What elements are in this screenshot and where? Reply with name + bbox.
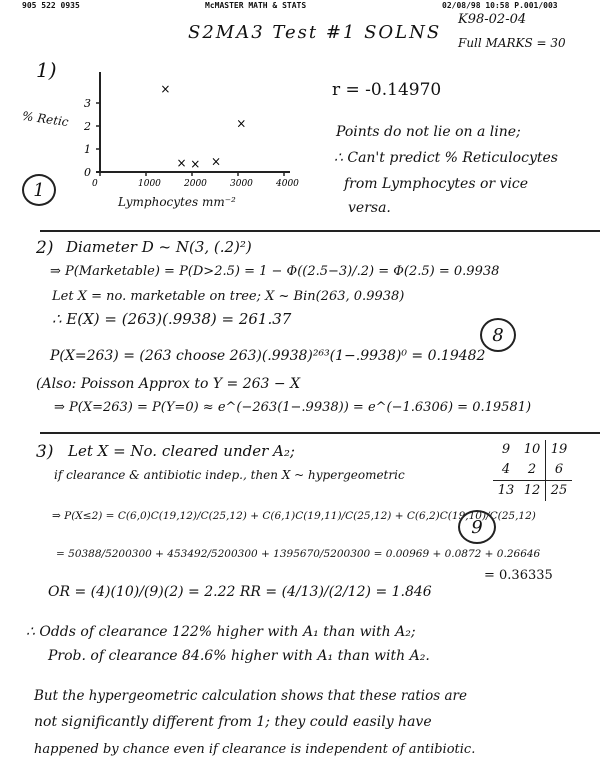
table-cell: 12	[519, 480, 545, 501]
q1-x-axis-label: Lymphocytes mm⁻²	[118, 195, 236, 209]
q2-line-4: ∴ E(X) = (263)(.9938) = 261.37	[52, 310, 292, 328]
q1-mark: 1	[22, 174, 56, 206]
q1-comment-2: ∴ Can't predict % Reticulocytes	[334, 150, 558, 166]
q1-x-tick-label: 0	[92, 179, 98, 189]
q2-line-2: ⇒ P(Marketable) = P(D>2.5) = 1 − Φ((2.5−3)/.2) = Φ(2.5) = 0.9938	[50, 264, 500, 279]
fax-org: McMASTER MATH & STATS	[205, 1, 307, 10]
q3-line-8: Prob. of clearance 84.6% higher with A₁ than with A₂.	[48, 648, 430, 664]
q1-y-tick-label: 2	[84, 120, 91, 133]
q1-data-point: ×	[236, 116, 247, 131]
q3-line-3: ⇒ P(X≤2) = C(6,0)C(19,12)/C(25,12) + C(6,1)C(19,11)/C(25,12) + C(6,2)C(19,10)/C(25,12)	[52, 510, 536, 522]
table-cell: 10	[523, 442, 541, 457]
q1-comment-4: versa.	[348, 200, 391, 216]
page-title: S2MA3 Test #1 SOLNS	[188, 22, 442, 43]
table-cell: 9	[501, 442, 511, 457]
q3-line-4: = 50388/5200300 + 453492/5200300 + 1395670/5200300 = 0.00969 + 0.0872 + 0.26646	[56, 548, 541, 560]
q3-line-5: = 0.36335	[484, 568, 553, 583]
fax-stamp: 02/08/98 10:58 P.001/003	[442, 1, 558, 10]
table-cell: 2	[527, 462, 537, 477]
q2-mark: 8	[480, 318, 516, 352]
q3-line-7: ∴ Odds of clearance 122% higher with A₁ than with A₂;	[26, 624, 416, 640]
q3-contingency-table	[493, 440, 572, 501]
table-cell: 25	[545, 480, 572, 501]
q1-x-tick-label: 3000	[230, 179, 253, 189]
table-row	[493, 440, 572, 460]
table-cell: 19	[545, 440, 572, 460]
divider-2	[40, 432, 600, 434]
q2-label: 2)	[36, 238, 54, 258]
q1-data-point: ×	[160, 82, 171, 97]
fax-from: 905 522 0935	[22, 1, 80, 10]
q1-x-tick-label: 4000	[276, 179, 299, 189]
table-cell: 13	[493, 480, 519, 501]
q1-y-tick-label: 0	[84, 166, 91, 179]
q3-conclusion-3: happened by chance even if clearance is independent of antibiotic.	[34, 742, 476, 757]
q3-conclusion-2: not significantly different from 1; they could easily have	[34, 714, 432, 730]
q1-data-point: ×	[190, 156, 201, 171]
q2-line-1: Diameter D ~ N(3, (.2)²)	[66, 238, 252, 256]
table-row	[493, 460, 572, 480]
q3-conclusion-1: But the hypergeometric calculation shows that these ratios are	[34, 688, 467, 704]
q1-label: 1)	[36, 58, 57, 82]
divider-1	[40, 230, 600, 232]
q3-line-6: OR = (4)(10)/(9)(2) = 2.22 RR = (4/13)/(2/12) = 1.846	[48, 584, 432, 600]
q3-line-2: if clearance & antibiotic indep., then X ~ hypergeometric	[54, 468, 405, 482]
q1-comment-1: Points do not lie on a line;	[336, 124, 521, 140]
course-code: K98-02-04	[458, 12, 527, 27]
q1-data-point: ×	[211, 154, 222, 169]
table-row	[493, 480, 572, 501]
q1-comment-3: from Lymphocytes or vice	[344, 176, 529, 192]
q1-x-tick-label: 1000	[138, 179, 161, 189]
q1-y-tick-label: 3	[84, 97, 91, 110]
q1-r-value: r = -0.14970	[332, 80, 442, 100]
q2-line-3: Let X = no. marketable on tree; X ~ Bin(263, 0.9938)	[52, 289, 405, 304]
table-cell: 6	[545, 460, 572, 480]
q1-y-axis-label: % Retic	[21, 108, 70, 130]
q1-y-tick-label: 1	[84, 143, 91, 156]
q2-line-7: ⇒ P(X=263) = P(Y=0) ≈ e^(−263(1−.9938)) = e^(−1.6306) = 0.19581)	[54, 400, 532, 415]
q2-line-5: P(X=263) = (263 choose 263)(.9938)²⁶³(1−.9938)⁰ = 0.19482	[50, 348, 486, 364]
q3-line-1: Let X = No. cleared under A₂;	[68, 442, 295, 460]
q1-x-tick-label: 2000	[184, 179, 207, 189]
q3-label: 3)	[36, 442, 54, 462]
q1-data-point: ×	[176, 155, 187, 170]
full-marks: Full MARKS = 30	[458, 36, 566, 50]
q2-line-6: (Also: Poisson Approx to Y = 263 − X	[36, 376, 301, 392]
q3-mark: 9	[458, 510, 496, 544]
table-cell: 4	[501, 462, 511, 477]
